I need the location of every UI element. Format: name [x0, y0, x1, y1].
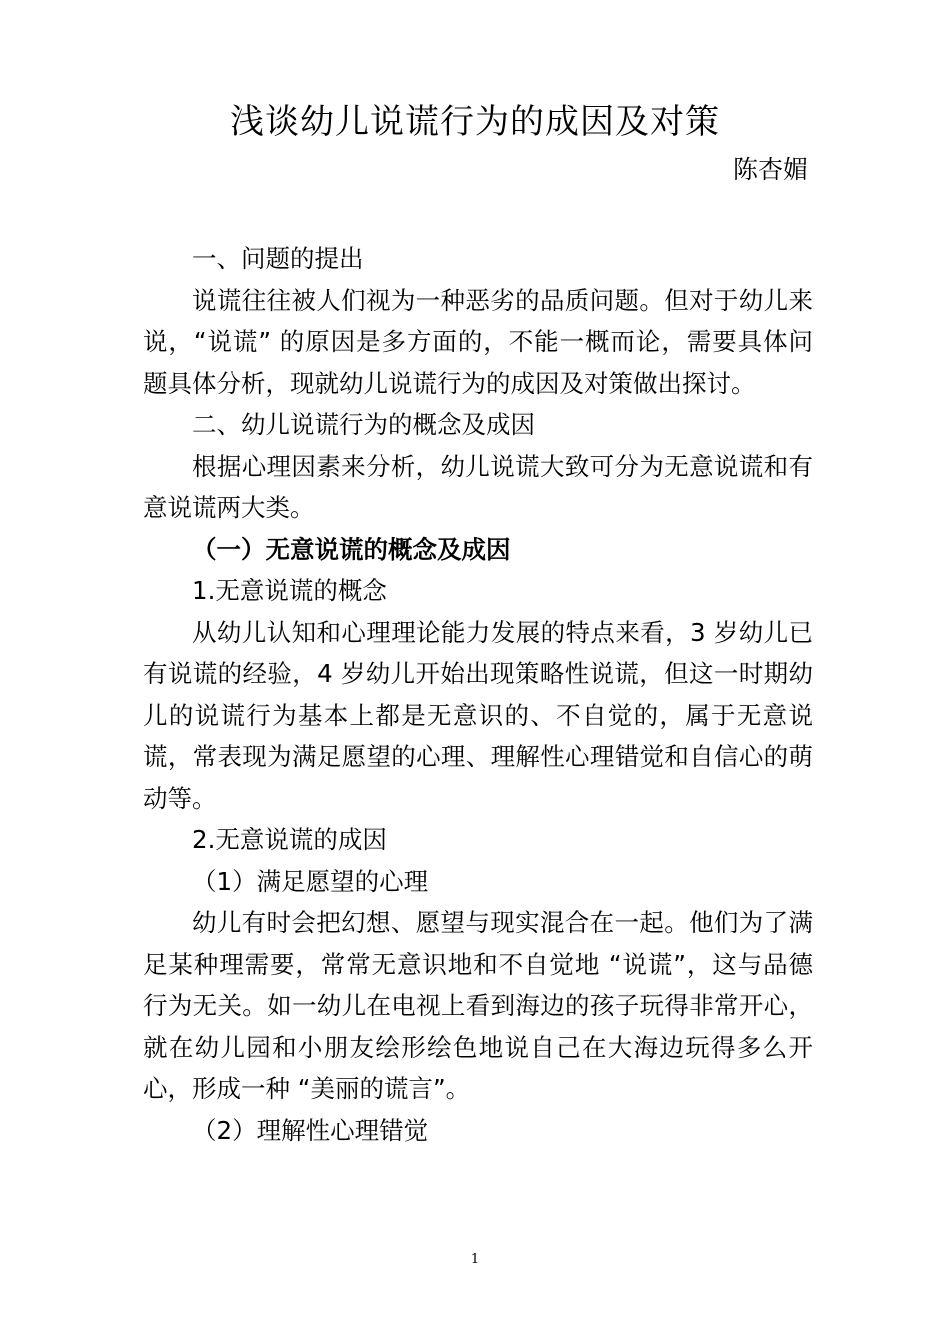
paragraph-concept: 从幼儿认知和心理理论能力发展的特点来看，3 岁幼儿已有说谎的经验，4 岁幼儿开始出现策略性说谎，但这一时期幼儿的说谎行为基本上都是无意识的、不自觉的，属于无意说谎，常表现为满足愿望的心理、理解性心理错觉和自信心的萌动等。 [143, 617, 813, 813]
heading-section-1: 一、问题的提出 [192, 244, 364, 273]
heading-cause-1: （1）满足愿望的心理 [192, 866, 429, 896]
document-title: 浅谈幼儿说谎行为的成因及对策 [230, 102, 720, 142]
paragraph-cause-1: 幼儿有时会把幻想、愿望与现实混合在一起。他们为了满足某种理需要，常常无意识地和不自觉地 “说谎”，这与品德行为无关。如一幼儿在电视上看到海边的孩子玩得非常开心，就在幼儿园和小朋友绘形绘色地说自己在大海边玩得多么开心，形成一种 “美丽的谎言”。 [143, 908, 813, 1103]
heading-subsection-1: （一）无意说谎的概念及成因 [192, 534, 511, 564]
paragraph-intro: 说谎往往被人们视为一种恶劣的品质问题。但对于幼儿来说，“说谎” 的原因是多方面的，不能一概而论，需要具体问题具体分析，现就幼儿说谎行为的成因及对策做出探讨。 [143, 285, 813, 398]
document-author: 陈杏媚 [732, 155, 808, 184]
heading-section-2: 二、幼儿说谎行为的概念及成因 [192, 410, 535, 439]
document-body [143, 238, 813, 1151]
page-number: 1 [470, 1252, 480, 1267]
heading-causes: 2.无意说谎的成因 [192, 825, 387, 854]
heading-cause-2: （2）理解性心理错觉 [192, 1115, 429, 1145]
heading-concept: 1.无意说谎的概念 [192, 576, 387, 605]
paragraph-classification: 根据心理因素来分析，幼儿说谎大致可分为无意说谎和有意说谎两大类。 [143, 451, 813, 522]
